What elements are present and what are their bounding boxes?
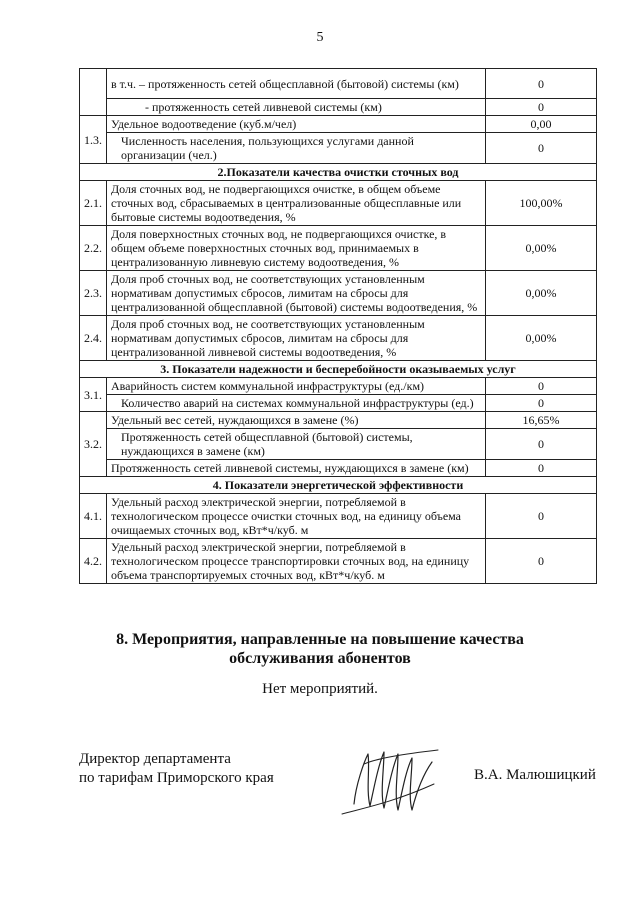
indicator-text: Протяженность сетей ливневой системы, нуждающихся в замене (км) <box>107 460 486 477</box>
indicator-value: 0,00% <box>486 271 597 316</box>
table-row <box>80 429 597 460</box>
row-number: 2.3. <box>80 271 107 316</box>
table-row <box>80 395 597 412</box>
indicator-text: Доля проб сточных вод, не соответствующих установленным нормативам допустимых сбросов, лимитам на сбросы для централизованной общесплавной (бытовой) системы водоотведения, % <box>107 271 486 316</box>
row-number: 3.2. <box>80 412 107 477</box>
signer-name: В.А. Малюшицкий <box>474 767 596 783</box>
table-row <box>80 316 597 361</box>
table-row <box>80 69 597 99</box>
table-row <box>80 412 597 429</box>
table-row <box>80 460 597 477</box>
section-header-row <box>80 477 597 494</box>
indicator-text: - протяженность сетей ливневой системы (км) <box>107 99 486 116</box>
indicator-text: Удельное водоотведение (куб.м/чел) <box>107 116 486 133</box>
table-row <box>80 226 597 271</box>
section-title: 4. Показатели энергетической эффективности <box>80 477 597 494</box>
section-header-row <box>80 361 597 378</box>
indicator-value: 0 <box>486 429 597 460</box>
table-row <box>80 494 597 539</box>
indicator-value: 100,00% <box>486 181 597 226</box>
indicator-text: Доля сточных вод, не подвергающихся очистке, в общем объеме сточных вод, сбрасываемых в централизованные общесплавные или бытовые системы водоотведения, % <box>107 181 486 226</box>
indicator-value: 0,00% <box>486 316 597 361</box>
indicator-text: в т.ч. – протяженность сетей общесплавной (бытовой) системы (км) <box>107 69 486 99</box>
indicator-value: 0 <box>486 69 597 99</box>
indicator-value: 0 <box>486 539 597 584</box>
indicator-value: 0,00% <box>486 226 597 271</box>
indicator-value: 0,00 <box>486 116 597 133</box>
table-row <box>80 539 597 584</box>
director-position <box>79 750 274 788</box>
row-number: 1.3. <box>80 116 107 164</box>
indicator-value: 0 <box>486 99 597 116</box>
section-title: 2.Показатели качества очистки сточных вод <box>80 164 597 181</box>
row-number: 4.2. <box>80 539 107 584</box>
indicator-value: 16,65% <box>486 412 597 429</box>
indicator-text: Доля проб сточных вод, не соответствующих установленным нормативам допустимых сбросов, лимитам на сбросы для централизованной ливневой системы водоотведения, % <box>107 316 486 361</box>
table-row <box>80 133 597 164</box>
indicators-table <box>79 68 597 584</box>
handwritten-signature <box>334 744 444 824</box>
indicator-value: 0 <box>486 378 597 395</box>
section-title: 3. Показатели надежности и бесперебойности оказываемых услуг <box>80 361 597 378</box>
row-number <box>80 69 107 116</box>
indicator-text: Аварийность систем коммунальной инфраструктуры (ед./км) <box>107 378 486 395</box>
indicator-text: Протяженность сетей общесплавной (бытовой) системы, нуждающихся в замене (км) <box>107 429 486 460</box>
row-number: 3.1. <box>80 378 107 412</box>
indicator-text: Удельный вес сетей, нуждающихся в замене (%) <box>107 412 486 429</box>
table-row <box>80 116 597 133</box>
table-row <box>80 181 597 226</box>
director-position-line2: по тарифам Приморского края <box>79 770 274 786</box>
page-number: 5 <box>316 30 324 45</box>
no-measures-note: Нет мероприятий. <box>262 681 378 697</box>
section-8-heading-line2: обслуживания абонентов <box>229 650 411 667</box>
section-8-heading <box>60 630 580 668</box>
indicator-text: Количество аварий на системах коммунальной инфраструктуры (ед.) <box>107 395 486 412</box>
indicator-text: Удельный расход электрической энергии, потребляемой в технологическом процессе транспортировки сточных вод, на единицу объема транспортируемых сточных вод, кВт*ч/куб. м <box>107 539 486 584</box>
row-number: 4.1. <box>80 494 107 539</box>
indicator-text: Численность населения, пользующихся услугами данной организации (чел.) <box>107 133 486 164</box>
indicator-value: 0 <box>486 460 597 477</box>
row-number: 2.4. <box>80 316 107 361</box>
indicator-value: 0 <box>486 133 597 164</box>
table-row <box>80 271 597 316</box>
row-number: 2.1. <box>80 181 107 226</box>
indicator-text: Удельный расход электрической энергии, потребляемой в технологическом процессе очистки сточных вод, на единицу объема очищаемых сточных вод, кВт*ч/куб. м <box>107 494 486 539</box>
table-row <box>80 378 597 395</box>
indicator-value: 0 <box>486 395 597 412</box>
section-header-row <box>80 164 597 181</box>
indicator-text: Доля поверхностных сточных вод, не подвергающихся очистке, в общем объеме поверхностных сточных вод, принимаемых в централизованную ливневую систему водоотведения, % <box>107 226 486 271</box>
director-position-line1: Директор департамента <box>79 751 231 767</box>
table-row <box>80 99 597 116</box>
indicator-value: 0 <box>486 494 597 539</box>
section-8-heading-line1: 8. Мероприятия, направленные на повышение качества <box>116 631 524 648</box>
row-number: 2.2. <box>80 226 107 271</box>
